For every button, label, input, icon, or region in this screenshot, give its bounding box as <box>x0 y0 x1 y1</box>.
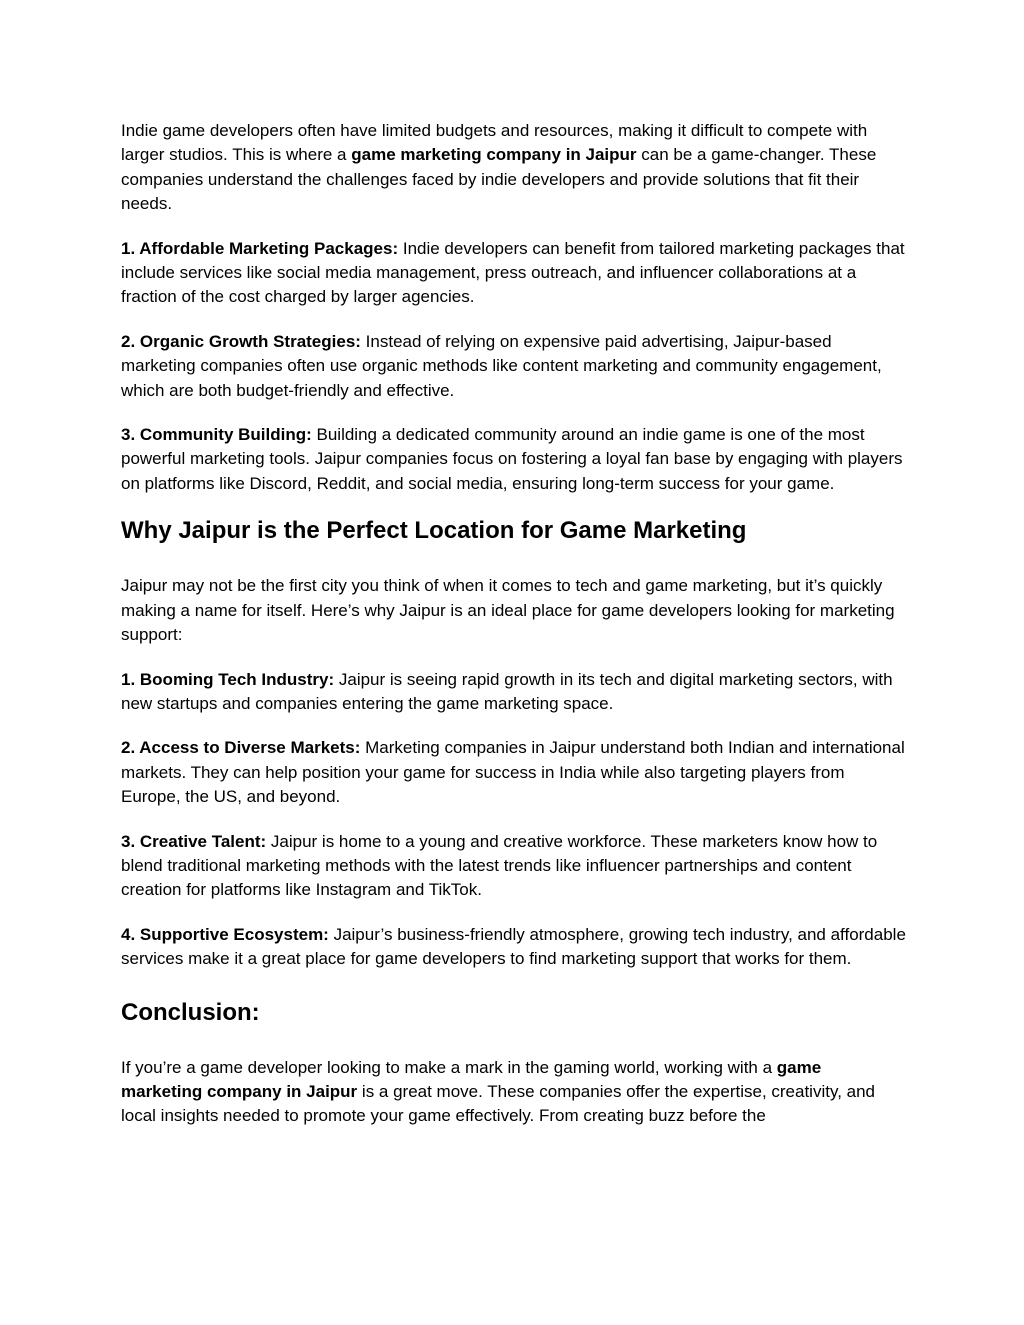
why-point-text: Marketing companies in Jaipur understand both Indian and international markets. They can help position your game for success in India while also targeting players from Europe, the US, and beyond. <box>121 738 905 807</box>
intro-text-end: can be a game-changer. These companies understand the challenges faced by indie developers and provide solutions that fit their needs. <box>121 145 877 214</box>
conclusion-text-start: If you’re a game developer looking to make a mark in the gaming world, working with a <box>121 1057 777 1077</box>
why-jaipur-intro: Jaipur may not be the first city you think of when it comes to tech and game marketing, but it’s quickly making a name for itself. Here’s why Jaipur is an ideal place for game developers looking for marketing support: <box>121 576 895 645</box>
why-point-title: 3. Creative Talent: <box>121 831 267 851</box>
why-point-title: 4. Supportive Ecosystem: <box>121 924 329 944</box>
indie-point-text: Instead of relying on expensive paid advertising, Jaipur-based marketing companies often use organic methods like content marketing and community engagement, which are both budget-friendly and effective. <box>121 331 882 400</box>
why-point-title: 1. Booming Tech Industry: <box>121 669 335 689</box>
intro-paragraph <box>121 119 907 217</box>
indie-point-title: 1. Affordable Marketing Packages: <box>121 238 399 258</box>
indie-point-paragraph <box>121 330 907 403</box>
why-point-paragraph <box>121 736 907 809</box>
conclusion-heading: Conclusion: <box>121 998 260 1026</box>
intro-bold-phrase: game marketing company in Jaipur <box>351 145 637 165</box>
indie-point-paragraph <box>121 237 907 310</box>
indie-point-paragraph <box>121 423 907 496</box>
why-point-paragraph <box>121 668 907 717</box>
why-jaipur-heading: Why Jaipur is the Perfect Location for Game Marketing <box>121 517 747 545</box>
why-point-text: Jaipur is seeing rapid growth in its tech and digital marketing sectors, with new startups and companies entering the game marketing space. <box>121 669 893 713</box>
indie-point-title: 3. Community Building: <box>121 425 312 445</box>
why-point-paragraph <box>121 923 907 972</box>
why-point-paragraph <box>121 830 907 903</box>
indie-point-title: 2. Organic Growth Strategies: <box>121 331 361 351</box>
conclusion-text-end: is a great move. These companies offer the expertise, creativity, and local insights needed to promote your game effectively. From creating buzz before the <box>121 1081 876 1126</box>
why-point-text: Jaipur’s business-friendly atmosphere, growing tech industry, and affordable services make it a great place for game developers to find marketing support that works for them. <box>121 924 906 969</box>
why-point-text: Jaipur is home to a young and creative workforce. These marketers know how to blend traditional marketing methods with the latest trends like influencer partnerships and content creation for platforms like Instagram and TikTok. <box>121 831 878 900</box>
conclusion-bold-phrase: game marketing company in Jaipur <box>121 1057 822 1101</box>
document-page <box>121 119 907 1149</box>
indie-point-text: Building a dedicated community around an indie game is one of the most powerful marketing tools. Jaipur companies focus on fostering a loyal fan base by engaging with players on platforms like Discord, Reddit, and social media, ensuring long-term success for your game. <box>121 425 903 493</box>
intro-text-start: Indie game developers often have limited budgets and resources, making it difficult to compete with larger studios. This is where a <box>121 121 868 165</box>
conclusion-paragraph <box>121 1056 907 1129</box>
indie-point-text: Indie developers can benefit from tailored marketing packages that include services like social media management, press outreach, and influencer collaborations at a fraction of the cost charged by larger agencies. <box>121 238 905 307</box>
why-point-title: 2. Access to Diverse Markets: <box>121 738 361 758</box>
